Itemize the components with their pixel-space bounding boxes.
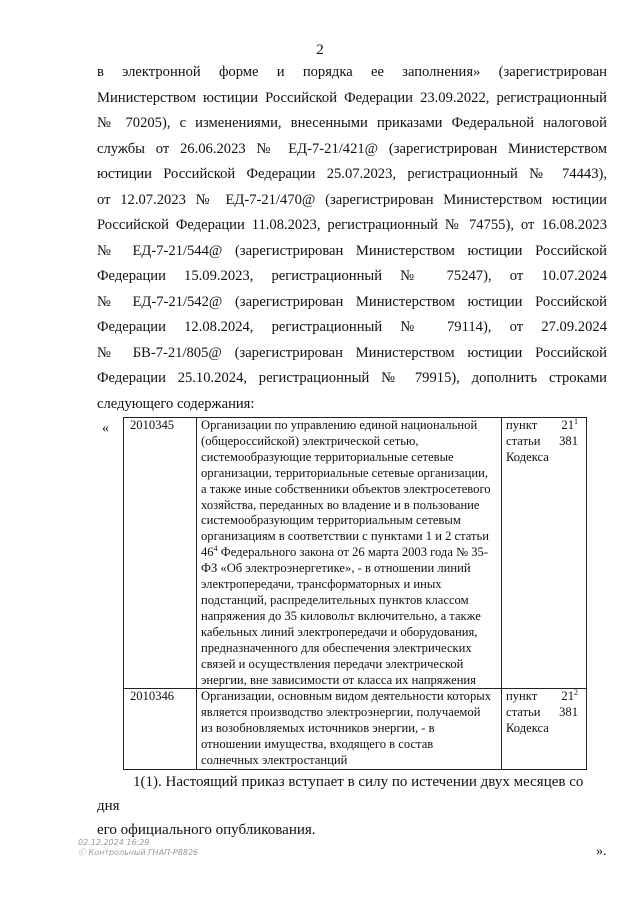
description-cell: Организации по управлению единой национальной (общероссийской) электрической сетью, системообразующие территориальные сетевые организации, территориальные сетевые организации, а также иные собственники объектов электросетевого хозяйства, переданных во владение и в пользование системообразующим территориальным сетевым организациям в соответствии с пунктами 1 и 2 статьи $46^4$ Федерального закона от 26 марта 2003 года № 35- ФЗ «Об электроэнергетике», - в отношении линий электропередачи, трансформаторных и иных подстанций, распределительных пунктов классом напряжения до 35 киловольт включительно, а также кабельных линий электропередачи и оборудования, предназначенного для обеспечения электрических связей и осуществления передачи электрической энергии, вне зависимости от класса их напряжения bbox=[197, 418, 502, 689]
page-number: 2 bbox=[316, 42, 324, 58]
reference-numbers: $21^1$ 381 bbox=[559, 417, 578, 448]
intro-line: Министерством юстиции Российской Федерации 23.09.2022, регистрационный bbox=[97, 89, 607, 106]
effective-date-paragraph: 1(1). Настоящий приказ вступает в силу по истечении двух месяцев со дня его официального опубликования. bbox=[97, 774, 584, 838]
intro-line: юстиции Российской Федерации 25.07.2023, регистрационный № 74443), bbox=[97, 166, 607, 182]
intro-paragraph bbox=[97, 60, 607, 417]
intro-line: Федерации 15.09.2023, регистрационный № 75247), от 10.07.2024 bbox=[97, 268, 607, 284]
intro-line: № БВ-7-21/805@ (зарегистрирован Министерством юстиции Российской bbox=[97, 344, 607, 361]
code-cell: 2010345 bbox=[124, 418, 197, 689]
table-row bbox=[124, 418, 587, 689]
intro-line: Российской Федерации 11.08.2023, регистрационный № 74755), от 16.08.2023 bbox=[97, 217, 607, 233]
intro-line: следующего содержания: bbox=[97, 395, 255, 412]
intro-line: Федерации 12.08.2024, регистрационный № 79114), от 27.09.2024 bbox=[97, 319, 607, 335]
intro-line: от 12.07.2023 № ЕД-7-21/470@ (зарегистрирован Министерством юстиции bbox=[97, 191, 607, 208]
opening-quote: « bbox=[102, 421, 109, 436]
reference-cell: пункт статьи Кодекса $21^2$ 381 bbox=[502, 689, 587, 770]
closing-quote: ». bbox=[596, 844, 607, 859]
intro-line: Федерации 25.10.2024, регистрационный № 79915), дополнить строками bbox=[97, 370, 607, 386]
reference-cell: пункт статьи Кодекса $21^1$ 381 bbox=[502, 418, 587, 689]
electronic-signature-stamp: 02.12.2024 16:29 Ⓒ Контрольный ГНАП-Р8826 bbox=[78, 838, 199, 857]
tax-codes-table bbox=[123, 417, 587, 770]
intro-line: службы от 26.06.2023 № ЕД-7-21/421@ (зарегистрирован Министерством bbox=[97, 140, 607, 157]
table-row bbox=[124, 689, 587, 770]
description-cell: Организации, основным видом деятельности которых является производство электроэнергии, получаемой из возобновляемых источников энергии, - в отношении имущества, входящего в состав солнечных электростанций bbox=[197, 689, 502, 770]
reference-numbers: $21^2$ 381 bbox=[559, 688, 578, 720]
intro-line: № ЕД-7-21/542@ (зарегистрирован Министерством юстиции Российской bbox=[97, 293, 607, 310]
intro-line: № 70205), с изменениями, внесенными приказами Федеральной налоговой bbox=[97, 115, 607, 131]
intro-line: в электронной форме и порядка ее заполнения» (зарегистрирован bbox=[97, 64, 607, 80]
code-cell: 2010346 bbox=[124, 689, 197, 770]
intro-line: № ЕД-7-21/544@ (зарегистрирован Министерством юстиции Российской bbox=[97, 242, 607, 259]
